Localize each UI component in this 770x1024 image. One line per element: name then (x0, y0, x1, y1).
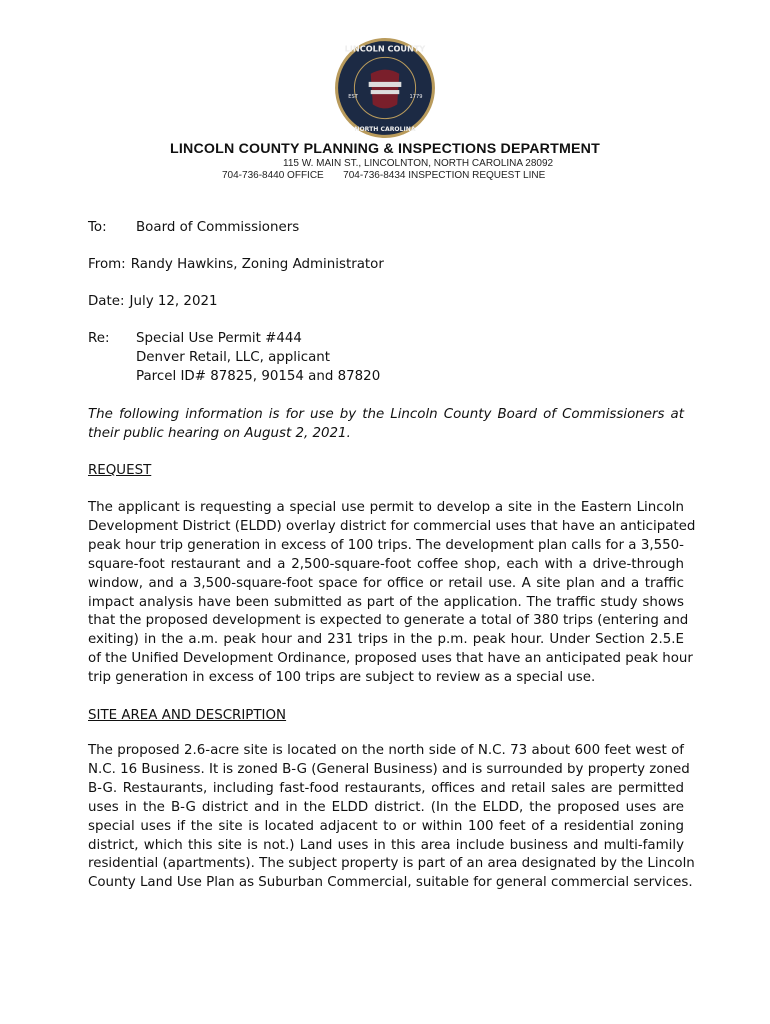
department-phones (222, 170, 545, 181)
text-line: The proposed 2.6-acre site is located on the north side of N.C. 73 about 600 feet west of (88, 743, 684, 758)
text-line: window, and a 3,500-square-foot space for office or retail use. A site plan and a traffic (88, 575, 684, 591)
text-line: B-G. Restaurants, including fast-food restaurants, offices and retail sales are permitted (88, 780, 684, 796)
text-line: The applicant is requesting a special use permit to develop a site in the Eastern Lincoln (88, 500, 684, 515)
department-name: LINCOLN COUNTY PLANNING & INSPECTIONS DEPARTMENT (170, 141, 600, 157)
memo-re (136, 330, 380, 387)
date-label: Date: (88, 294, 125, 309)
text-line: Development District (ELDD) overlay district for commercial uses that have an anticipated (88, 518, 696, 534)
text-line: their public hearing on August 2, 2021. (88, 425, 351, 441)
re-line: Special Use Permit #444 (136, 331, 302, 346)
text-line: that the proposed development is expected to generate a total of 380 trips (entering and (88, 613, 689, 629)
request-paragraph (88, 499, 696, 688)
county-seal-logo (334, 37, 436, 139)
memo-to (88, 219, 299, 238)
intro-paragraph (88, 406, 684, 444)
text-line: district, which this site is not.) Land uses in this area include business and multi-family (88, 837, 684, 853)
re-line: Parcel ID# 87825, 90154 and 87820 (136, 368, 381, 384)
text-line: uses in the B-G district and in the ELDD district. (In the ELDD, the proposed uses are (88, 799, 684, 815)
re-line: Denver Retail, LLC, applicant (136, 349, 331, 365)
inspection-phone: 704-736-8434 INSPECTION REQUEST LINE (343, 170, 546, 181)
svg-text:EST: EST (348, 94, 358, 101)
text-line: exiting) in the a.m. peak hour and 231 trips in the p.m. peak hour. Under Section 2.5.E (88, 632, 684, 648)
from-label: From: (88, 257, 126, 272)
department-address: 115 W. MAIN ST., LINCOLNTON, NORTH CAROLINA 28092 (283, 158, 554, 169)
from-value: Randy Hawkins, Zoning Administrator (130, 257, 384, 272)
memo-from (88, 256, 384, 275)
text-line: impact analysis have been submitted as part of the application. The traffic study shows (88, 594, 684, 610)
date-value: July 12, 2021 (129, 294, 218, 309)
text-line: County Land Use Plan as Suburban Commercial, suitable for general commercial services. (88, 875, 693, 891)
text-line: trip generation in excess of 100 trips are subject to review as a special use. (88, 670, 596, 686)
text-line: of the Unified Development Ordinance, proposed uses that have an anticipated peak hour (88, 651, 693, 667)
office-phone: 704-736-8440 OFFICE (222, 170, 324, 181)
svg-text:LINCOLN COUNTY: LINCOLN COUNTY (344, 43, 426, 54)
text-line: residential (apartments). The subject property is part of an area designated by the Lincoln (88, 856, 695, 872)
text-line: square-foot restaurant and a 2,500-square-foot coffee shop, each with a drive-through (88, 556, 684, 572)
text-line: special uses if the site is located adjacent to or within 100 feet of a residential zoning (88, 818, 684, 834)
site-area-paragraph (88, 742, 695, 893)
text-line: The following information is for use by the Lincoln County Board of Commissioners at (88, 407, 684, 422)
section-heading-request: REQUEST (88, 463, 152, 478)
text-line: N.C. 16 Business. It is zoned B-G (General Business) and is surrounded by property zoned (88, 761, 690, 777)
memo-date (88, 293, 218, 312)
svg-text:NORTH CAROLINA: NORTH CAROLINA (354, 125, 416, 133)
svg-text:1779: 1779 (409, 94, 423, 101)
memo-re-label: Re: (88, 331, 110, 346)
text-line: peak hour trip generation in excess of 100 trips. The development plan calls for a 3,550- (88, 537, 684, 553)
to-value: Board of Commissioners (136, 220, 300, 235)
to-label: To: (88, 220, 107, 235)
section-heading-site-area: SITE AREA AND DESCRIPTION (88, 708, 287, 723)
